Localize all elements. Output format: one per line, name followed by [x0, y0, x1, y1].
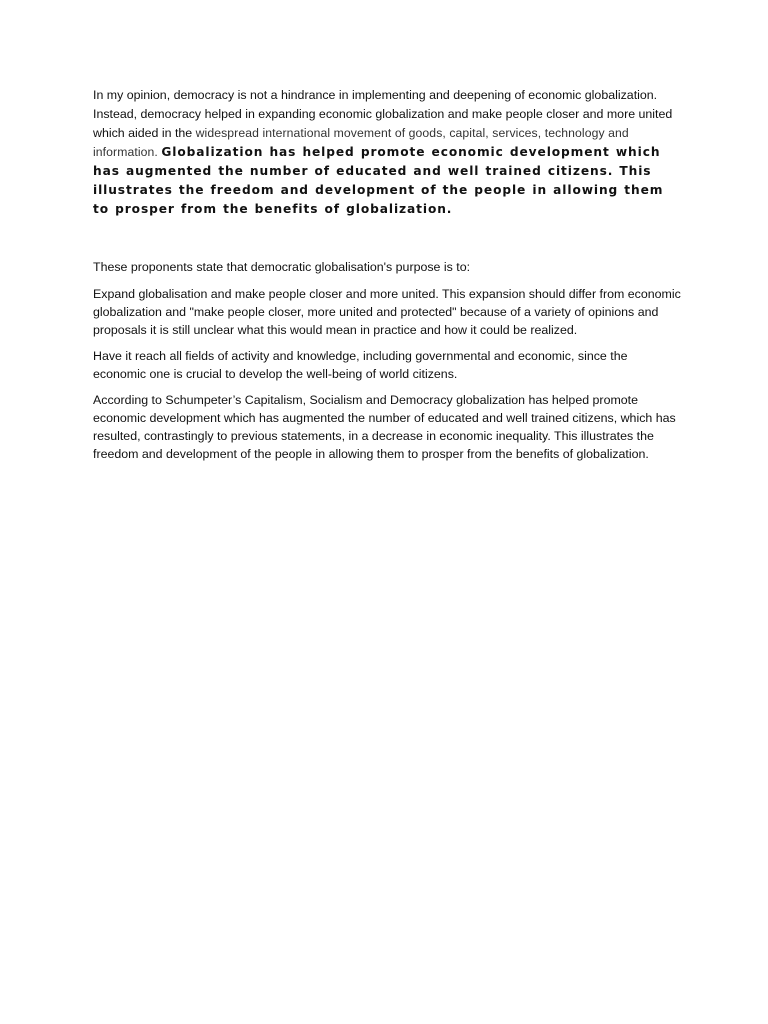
paragraph-opinion-text: In my opinion, democracy is not a hindrance in implementing and deepening of economic globalization. Instead, democracy helped in expanding economic globalization and make people closer and more united which aided in the [93, 88, 673, 140]
document-body [93, 86, 683, 463]
paragraph-opinion [93, 86, 683, 219]
paragraph-schumpeter: According to Schumpeter’s Capitalism, Socialism and Democracy globalization has helped promote economic development which has augmented the number of educated and well trained citizens, which has resulted, contrastingly to previous statements, in a decrease in economic inequality. This illustrates the freedom and development of the people in allowing them to prosper from the benefits of globalization. [93, 393, 676, 461]
paragraph-fields: Have it reach all fields of activity and knowledge, including governmental and economic, since the economic one is crucial to develop the well-being of world citizens. [93, 349, 628, 381]
paragraph-opinion-bold-text: Globalization has helped promote economic development which has augmented the number of educated and well trained citizens. This illustrates the freedom and development of the people in allowing them to prosper from the benefits of globalization. [93, 145, 664, 216]
paragraph-expand: Expand globalisation and make people closer and more united. This expansion should differ from economic globalization and "make people closer, more united and protected" because of a variety of opinions and proposals it is still unclear what this would mean in practice and how it could be realized. [93, 287, 681, 337]
paragraph-opinion-light-text: widespread international movement of goods, capital, services, technology and information. [93, 126, 629, 159]
paragraph-proponents: These proponents state that democratic globalisation's purpose is to: [93, 260, 471, 274]
